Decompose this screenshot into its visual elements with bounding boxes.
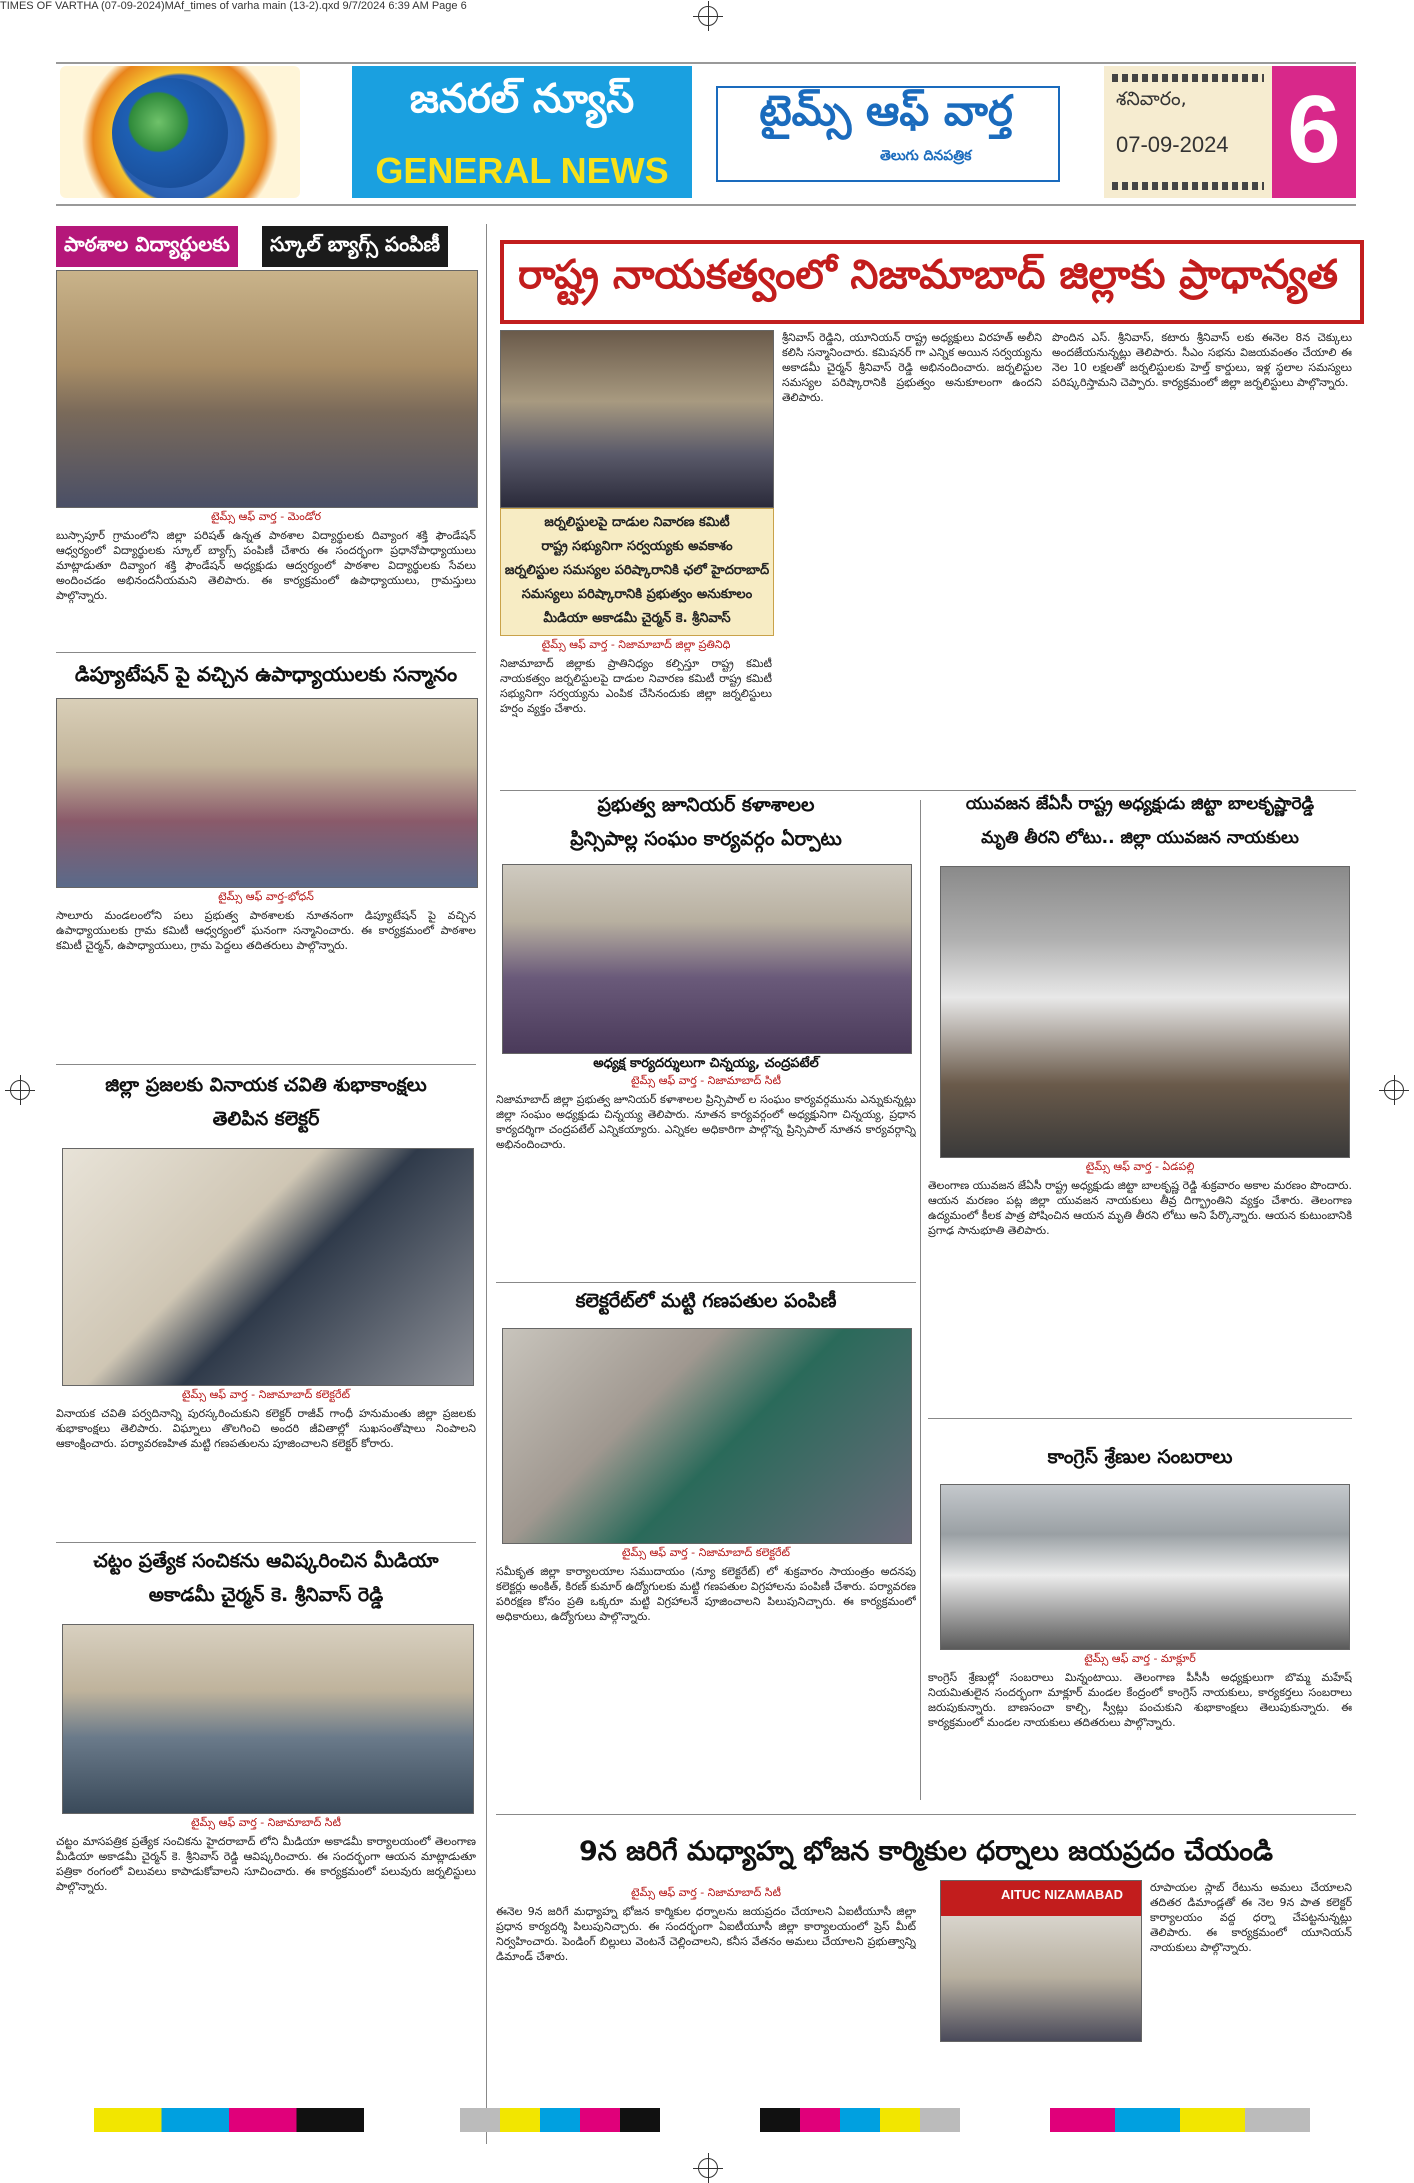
story-headline: ప్రభుత్వ జూనియర్ కళాశాలల — [597, 794, 815, 816]
section-title-telugu: జనరల్ న్యూస్ — [409, 76, 635, 122]
globe-icon — [112, 78, 228, 188]
subhead-line: సమస్యలు పరిష్కారానికి ప్రభుత్వం అనుకూలం — [521, 587, 753, 602]
story-divider — [496, 1282, 916, 1283]
main-story-subheads — [500, 508, 774, 636]
story-body: సాలూరు మండలంలోని పలు ప్రభుత్వ పాఠశాలకు నూతనంగా డిప్యూటేషన్ పై వచ్చిన ఉపాధ్యాయులకు గ్రామ కమిటీ ఆధ్వర్యంలో ఘనంగా సన్మానించారు. ఈ కార్యక్రమంలో పాఠశాల కమిటీ చైర్మన్, ఉపాధ్యాయులు, గ్రామ పెద్దలు తదితరులు పాల్గొన్నారు. — [56, 909, 476, 952]
registration-mark-icon — [698, 6, 718, 26]
story-body: తెలంగాణ యువజన జేఏసీ రాష్ట్ర అధ్యక్షుడు జిట్టా బాలకృష్ణ రెడ్డి శుక్రవారం అకాల మరణం పొందారు. ఆయన మరణం పట్ల జిల్లా యువజన నాయకులు తీవ్ర దిగ్భ్రాంతిని వ్యక్తం చేశారు. తెలంగాణ ఉద్యమంలో కీలక పాత్ర పోషించిన ఆయన మృతి తీరని లోటు అని పేర్కొన్నారు. ఆయన కుటుంబానికి ప్రగాఢ సానుభూతి తెలిపారు. — [928, 1179, 1352, 1237]
color-calibration-bar — [760, 2108, 960, 2132]
story-headline: మృతి తీరని లోటు.. జిల్లా యువజన నాయకులు — [981, 828, 1299, 848]
column-rule — [920, 800, 921, 1800]
ornament-top — [1112, 74, 1264, 82]
story-body: నిజామాబాద్ జిల్లాకు ప్రాతినిధ్యం కల్పిస్తూ రాష్ట్ర కమిటీ నాయకత్వం జర్నలిస్టులపై దాడుల నివారణ కమిటీ రాష్ట్ర కమిటీ సభ్యునిగా సర్వయ్యను ఎంపిక చేసినందుకు జిల్లా జర్నలిస్టులు హర్షం వ్యక్తం చేశారు. — [500, 657, 772, 715]
story-headline: యువజన జేఏసీ రాష్ట్ర అధ్యక్షుడు జిట్టా బాలకృష్ణారెడ్డి — [965, 794, 1315, 814]
story-headline: కాంగ్రెస్ శ్రేణుల సంబరాలు — [1047, 1446, 1233, 1468]
story-body: చట్టం మాసపత్రిక ప్రత్యేక సంచికను హైదరాబాద్ లోని మీడియా అకాడమీ కార్యాలయంలో తెలంగాణ మీడియా అకాడమీ చైర్మన్ కె. శ్రీనివాస్ రెడ్డి ఆవిష్కరించారు. ఈ సందర్భంగా ఆయన మాట్లాడుతూ పత్రికా రంగంలో విలువలు కాపాడుకోవాలని సూచించారు. ఈ కార్యక్రమంలో పలువురు జర్నలిస్టులు పాల్గొన్నారు. — [56, 1835, 476, 1893]
photo-caption: టైమ్స్ ఆఫ్ వార్త - నిజామాబాద్ కలెక్టరేట్ — [621, 1546, 791, 1559]
story-divider — [56, 1542, 476, 1543]
subhead-line: జర్నలిస్టులపై దాడుల నివారణ కమిటీ — [544, 515, 730, 530]
photo-caption: టైమ్స్ ఆఫ్ వార్త - నిజామాబాద్ జిల్లా ప్రతినిధి — [541, 638, 731, 651]
story-divider — [496, 1814, 1356, 1815]
story-body: బుస్సాపూర్ గ్రామంలోని జిల్లా పరిషత్ ఉన్నత పాఠశాల విద్యార్థులకు దివ్యాంగ శక్తి ఫౌండేషన్ ఆధ్వర్యంలో విద్యార్థులకు స్కూల్ బ్యాగ్స్ పంపిణీ చేశారు ఈ సందర్భంగా ప్రధానోపాధ్యాయులు మాట్లాడుతూ దివ్యాంగ శక్తి ఫౌండేషన్ అధ్యక్షుడు ఆద్వర్యంలో పాఠశాల విద్యార్థులకు సేవలు అందించడం అభినందనీయమని తెలిపారు. ఈ కార్యక్రమంలో ఉపాధ్యాయులు, గ్రామస్తులు పాల్గొన్నారు. — [56, 529, 476, 602]
photo-caption: టైమ్స్ ఆఫ్ వార్త - నిజామాబాద్ కలెక్టరేట్ — [181, 1388, 351, 1401]
story-divider — [56, 1064, 476, 1065]
aituc-photo — [940, 1880, 1142, 2042]
print-slug: TIMES OF VARTHA (07-09-2024)MAf_times of varha main (13-2).qxd 9/7/2024 6:39 AM Page 6 — [0, 0, 467, 12]
issue-day: శనివారం, — [1116, 88, 1187, 110]
story-headline: తెలిపిన కలెక్టర్ — [212, 1108, 320, 1130]
photo-caption: టైమ్స్ ఆఫ్ వార్త - మెండోర — [210, 510, 322, 523]
color-calibration-bar — [1050, 2108, 1310, 2132]
congress-celebration-photo — [940, 1484, 1350, 1650]
story-headline: చట్టం ప్రత్యేక సంచికను ఆవిష్కరించిన మీడియా — [93, 1550, 439, 1572]
photo-caption: టైమ్స్ ఆఫ్ వార్త - మాక్లూర్ — [1084, 1652, 1196, 1665]
photo-caption: టైమ్స్ ఆఫ్ వార్త - నిజామాబాద్ సిటీ — [630, 1074, 782, 1087]
story-body: పొందిన ఎస్. శ్రీనివాస్, కటారు శ్రీనివాస్ లకు ఈనెల 8న చెక్కులు అందజేయనున్నట్లు తెలిపారు. సీఎం సభను విజయవంతం చేయాలి ఈ నెల 10 లక్షలతో జర్నలిస్టులకు హెల్త్ కార్డులు, ఇళ్ల స్థలాల సమస్యలు పరిష్కరిస్తామని చెప్పారు. కార్యక్రమంలో జిల్లా జర్నలిస్టులు పాల్గొన్నారు. — [1052, 331, 1352, 389]
story-kicker: పాఠశాల విద్యార్థులకు — [56, 226, 238, 267]
story-kicker: స్కూల్ బ్యాగ్స్ పంపిణీ — [262, 226, 448, 267]
color-calibration-bar — [460, 2108, 660, 2132]
registration-mark-icon — [698, 2158, 718, 2178]
registration-mark-icon — [10, 1080, 30, 1100]
story-headline: డిప్యూటేషన్ పై వచ్చిన ఉపాధ్యాయులకు సన్మానం — [74, 662, 458, 686]
subhead-line: రాష్ట్ర సభ్యునిగా సర్వయ్యకు అవకాశం — [541, 539, 733, 554]
story-body: నిజామాబాద్ జిల్లా ప్రభుత్వ జూనియర్ కళాశాలల ప్రిన్సిపాల్ ల సంఘం కార్యవర్గమును ఎన్నుకున్నట్లు జిల్లా సంఘం అధ్యక్షుడు చిన్నయ్య తెలిపారు. నూతన కార్యవర్గంలో అధ్యక్షునిగా చిన్నయ్య, ప్రధాన కార్యదర్శిగా చంద్రపటేల్ ఎన్నికయ్యారు. ఎన్నికల అధికారిగా పాల్గొన్న ప్రిన్సిపాల్ నూతన కార్యవర్గాన్ని అభినందించారు. — [496, 1093, 916, 1151]
aituc-banner-text: AITUC NIZAMABAD — [1001, 1887, 1124, 1902]
school-bags-photo — [56, 270, 478, 508]
story-divider — [928, 1418, 1352, 1419]
youth-leaders-photo — [940, 866, 1350, 1158]
page-number: 6 — [1287, 76, 1341, 183]
main-headline: రాష్ట్ర నాయకత్వంలో నిజామాబాద్ జిల్లాకు ప్రాధాన్యత — [517, 252, 1339, 298]
subhead-line: మీడియా అకాడమీ చైర్మన్ కె. శ్రీనివాస్ — [543, 611, 731, 626]
story-body: సమీకృత జిల్లా కార్యాలయాల సముదాయం (న్యూ కలెక్టరేట్) లో శుక్రవారం సాయంత్రం అదనపు కలెక్టర్లు అంకిత్, కిరణ్ కుమార్ ఉద్యోగులకు మట్టి గణపతుల విగ్రహాలను పంపిణీ చేశారు. పర్యావరణ పరిరక్షణ కోసం ప్రతి ఒక్కరూ మట్టి విగ్రహాలనే పూజించాలని పిలుపునిచ్చారు. ఈ కార్యక్రమంలో అధికారులు, ఉద్యోగులు పాల్గొన్నారు. — [496, 1565, 916, 1623]
photo-caption: టైమ్స్ ఆఫ్ వార్త - ఏడపల్లి — [1085, 1160, 1195, 1173]
story-headline: అకాడమీ చైర్మన్ కె. శ్రీనివాస్ రెడ్డి — [148, 1584, 384, 1606]
story-subhead: అధ్యక్ష కార్యదర్శులుగా చిన్నయ్య, చంద్రపటేల్ — [593, 1056, 819, 1071]
ornament-bottom — [1112, 182, 1264, 190]
deputation-photo — [56, 698, 478, 888]
registration-mark-icon — [1384, 1080, 1404, 1100]
story-body: ఈనెల 9న జరిగే మధ్యాహ్న భోజన కార్మికుల ధర్నాలను జయప్రదం చేయాలని ఏఐటీయూసీ జిల్లా ప్రధాన కార్యదర్శి పిలుపునిచ్చారు. ఈ సందర్భంగా ఏఐటీయూసీ జిల్లా కార్యాలయంలో ప్రెస్ మీట్ నిర్వహించారు. పెండింగ్ బిల్లులు వెంటనే చెల్లించాలని, కనీస వేతనం అమలు చేయాలని ప్రభుత్వాన్ని డిమాండ్ చేశారు. — [496, 1905, 916, 1963]
color-calibration-bar — [94, 2108, 364, 2132]
story-headline: ప్రిన్సిపాల్ల సంఘం కార్యవర్గం ఏర్పాటు — [570, 828, 842, 850]
media-academy-photo — [62, 1624, 474, 1814]
story-body: కాంగ్రెస్ శ్రేణుల్లో సంబరాలు మిన్నంటాయి. తెలంగాణ పీసీసీ అధ్యక్షులుగా బొమ్మ మహేష్ నియమితులైన సందర్భంగా మాక్లూర్ మండల కేంద్రంలో కాంగ్రెస్ నాయకులు, కార్యకర్తలు సంబరాలు జరుపుకున్నారు. బాణసంచా కాల్చి, స్వీట్లు పంచుకుని శుభాకాంక్షలు తెలుపుకున్నారు. ఈ కార్యక్రమంలో మండల నాయకులు తదితరులు పాల్గొన్నారు. — [928, 1671, 1352, 1729]
media-academy-meeting-photo — [500, 330, 774, 508]
subhead-line: జర్నలిస్టుల సమస్యల పరిష్కారానికి ఛలో హైదరాబాద్ — [504, 563, 770, 578]
story-divider — [56, 652, 476, 653]
issue-date: 07-09-2024 — [1116, 132, 1229, 157]
column-rule — [486, 224, 487, 2144]
story-headline: 9న జరిగే మధ్యాహ్న భోజన కార్మికుల ధర్నాలు జయప్రదం చేయండి — [579, 1836, 1273, 1867]
photo-caption: టైమ్స్ ఆఫ్ వార్త - నిజామాబాద్ సిటీ — [630, 1886, 782, 1899]
principals-photo — [502, 864, 912, 1054]
paper-name: టైమ్స్ ఆఫ్ వార్త — [759, 86, 1013, 135]
paper-tagline: తెలుగు దినపత్రిక — [880, 148, 972, 164]
story-body: శ్రీనివాస్ రెడ్డిని, యూనియన్ రాష్ట్ర అధ్యక్షులు విరహత్ అలీని కలిసి సన్మానించారు. కమిషనర్ గా ఎన్నిక అయిన సర్వయ్యను అకాడమీ చైర్మన్ శ్రీనివాస్ రెడ్డి అభినందించారు. జర్నలిస్టుల సమస్యల పరిష్కారానికి ప్రభుత్వం అనుకూలంగా ఉందని తెలిపారు. — [782, 331, 1042, 404]
photo-caption: టైమ్స్ ఆఫ్ వార్త-భోధన్ — [218, 890, 314, 903]
story-divider — [500, 790, 1356, 791]
story-headline: కలెక్టరేట్‌లో మట్టి గణపతుల పంపిణీ — [575, 1290, 837, 1312]
story-headline: జిల్లా ప్రజలకు వినాయక చవితి శుభాకాంక్షలు — [105, 1074, 427, 1096]
story-body: వినాయక చవితి పర్వదినాన్ని పురస్కరించుకుని కలెక్టర్ రాజీవ్ గాంధీ హనుమంతు జిల్లా ప్రజలకు శుభాకాంక్షలు తెలిపారు. విఘ్నాలు తొలగించి అందరి జీవితాల్లో సుఖసంతోషాలు నింపాలని ఆకాంక్షించారు. పర్యావరణహిత మట్టి గణపతులను పూజించాలని కలెక్టర్ కోరారు. — [56, 1407, 476, 1450]
photo-caption: టైమ్స్ ఆఫ్ వార్త - నిజామాబాద్ సిటీ — [190, 1816, 342, 1829]
clay-ganesha-photo — [502, 1328, 912, 1544]
story-body: రూపాయల స్లాబ్ రేటును అమలు చేయాలని తదితర డిమాండ్లతో ఈ నెల 9న పాత కలెక్టర్ కార్యాలయం వద్ద ధర్నా చేపట్టనున్నట్లు తెలిపారు. ఈ కార్యక్రమంలో యూనియన్ నాయకులు పాల్గొన్నారు. — [1150, 1881, 1352, 1954]
collector-photo — [62, 1148, 474, 1386]
section-title-english: GENERAL NEWS — [375, 150, 669, 191]
